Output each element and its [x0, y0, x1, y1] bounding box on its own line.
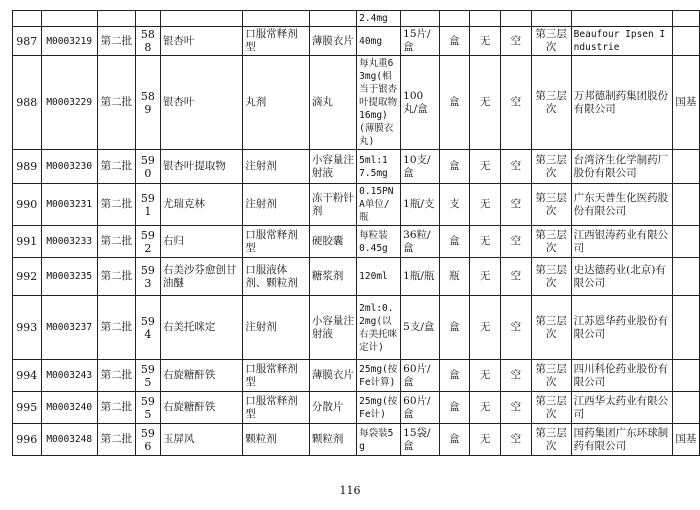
row-number-cell: 990 [13, 184, 42, 226]
column-none-cell: 无 [470, 56, 501, 150]
table-row [13, 392, 700, 424]
level-cell: 第三层次 [531, 258, 571, 296]
table-row [13, 258, 700, 296]
column-empty-cell: 空 [500, 258, 531, 296]
drug-name-cell: 右旋糖酐铁 [160, 392, 242, 424]
batch-cell: 第二批 [97, 226, 135, 258]
company-cell: 史达德药业(北京)有限公司 [571, 258, 672, 296]
drug-name-cell: 尤瑞克林 [160, 184, 242, 226]
batch-cell: 第二批 [97, 27, 135, 56]
packaging-cell: 100丸/盒 [401, 56, 439, 150]
batch-cell: 第二批 [97, 184, 135, 226]
row-number-cell: 991 [13, 226, 42, 258]
sequence-cell: 588 [135, 27, 160, 56]
column-empty-cell: 空 [500, 424, 531, 456]
drug-code-cell: M0003219 [41, 27, 97, 56]
level-cell: 第三层次 [531, 392, 571, 424]
drug-code-cell: M0003231 [41, 184, 97, 226]
table-row [13, 296, 700, 360]
column-empty-cell: 空 [500, 184, 531, 226]
table-row [13, 184, 700, 226]
company-cell: 台湾济生化学制药厂股份有限公司 [571, 150, 672, 184]
tag-cell [672, 392, 699, 424]
dosage-form-cell: 注射剂 [243, 184, 310, 226]
unit-cell: 盒 [439, 56, 470, 150]
column-none-cell: 无 [470, 258, 501, 296]
drug-name-cell: 右美托咪定 [160, 296, 242, 360]
tag-cell [672, 27, 699, 56]
column-empty-cell: 空 [500, 150, 531, 184]
drug-name-cell: 玉屏风 [160, 424, 242, 456]
column-none-cell: 无 [470, 392, 501, 424]
row-number-cell: 993 [13, 296, 42, 360]
table-row [13, 226, 700, 258]
company-cell: 江西华太药业有限公司 [571, 392, 672, 424]
table-row [13, 150, 700, 184]
drug-name-cell: 右归 [160, 226, 242, 258]
dosage-form-cell: 口服液体剂、颗粒剂 [243, 258, 310, 296]
packaging-cell: 15袋/盒 [401, 424, 439, 456]
dosage-form-cell: 注射剂 [243, 150, 310, 184]
drug-code-cell: M0003229 [41, 56, 97, 150]
tag-cell [672, 150, 699, 184]
batch-cell: 第二批 [97, 258, 135, 296]
tag-cell [672, 258, 699, 296]
tag-cell: 国基 [672, 424, 699, 456]
dosage-form-cell: 丸剂 [243, 56, 310, 150]
level-cell: 第三层次 [531, 360, 571, 392]
drug-name-cell: 银杏叶 [160, 56, 242, 150]
level-cell: 第三层次 [531, 296, 571, 360]
sequence-cell: 589 [135, 56, 160, 150]
dose-type-cell: 颗粒剂 [309, 424, 356, 456]
drug-name-cell: 银杏叶 [160, 27, 242, 56]
sequence-cell: 590 [135, 150, 160, 184]
column-empty-cell: 空 [500, 296, 531, 360]
specification-cell: 每丸重63mg(相当于银杏叶提取物16mg)(薄膜衣丸) [357, 56, 401, 150]
table-row [13, 424, 700, 456]
drug-code-cell: M0003235 [41, 258, 97, 296]
packaging-cell: 10支/盒 [401, 150, 439, 184]
drug-code-cell: M0003230 [41, 150, 97, 184]
unit-cell: 盒 [439, 392, 470, 424]
unit-cell: 盒 [439, 296, 470, 360]
company-cell: 江西银涛药业有限公司 [571, 226, 672, 258]
dose-type-cell: 薄膜衣片 [309, 360, 356, 392]
packaging-cell: 15片/盒 [401, 27, 439, 56]
dose-type-cell: 硬胶囊 [309, 226, 356, 258]
packaging-cell: 60片/盒 [401, 392, 439, 424]
batch-cell: 第二批 [97, 424, 135, 456]
table-row-continuation [13, 11, 700, 27]
batch-cell: 第二批 [97, 150, 135, 184]
drug-code-cell: M0003233 [41, 226, 97, 258]
sequence-cell: 595 [135, 392, 160, 424]
tag-cell [672, 184, 699, 226]
specification-cell: 每粒装0.45g [357, 226, 401, 258]
tag-cell [672, 296, 699, 360]
table-row [13, 56, 700, 150]
unit-cell: 支 [439, 184, 470, 226]
company-cell: 广东天普生化医药股份有限公司 [571, 184, 672, 226]
row-number-cell: 988 [13, 56, 42, 150]
drug-name-cell: 右美沙芬愈创甘油醚 [160, 258, 242, 296]
specification-cell: 2ml:0.2mg(以右美托咪定计) [357, 296, 401, 360]
specification-cell: 0.15PNA单位/瓶 [357, 184, 401, 226]
table-row [13, 360, 700, 392]
drug-catalog-table [12, 10, 700, 456]
tag-cell: 国基 [672, 56, 699, 150]
packaging-cell: 1瓶/支 [401, 184, 439, 226]
unit-cell: 瓶 [439, 258, 470, 296]
level-cell: 第三层次 [531, 424, 571, 456]
tag-cell [672, 226, 699, 258]
dose-type-cell: 小容量注射液 [309, 150, 356, 184]
company-cell: 四川科伦药业股份有限公司 [571, 360, 672, 392]
company-cell: Beaufour Ipsen Industrie [571, 27, 672, 56]
column-none-cell: 无 [470, 226, 501, 258]
page-number: 116 [339, 484, 361, 497]
dose-type-cell: 滴丸 [309, 56, 356, 150]
dose-type-cell: 冻干粉针剂 [309, 184, 356, 226]
batch-cell: 第二批 [97, 360, 135, 392]
row-number-cell: 995 [13, 392, 42, 424]
packaging-cell: 1瓶/瓶 [401, 258, 439, 296]
row-number-cell: 989 [13, 150, 42, 184]
drug-code-cell: M0003248 [41, 424, 97, 456]
column-none-cell: 无 [470, 360, 501, 392]
sequence-cell: 596 [135, 424, 160, 456]
company-cell: 万邦德制药集团股份有限公司 [571, 56, 672, 150]
tag-cell [672, 360, 699, 392]
specification-cell: 25mg(按Fe计) [357, 392, 401, 424]
dosage-form-cell: 口服常释剂型 [243, 226, 310, 258]
specification-cell: 40mg [357, 27, 401, 56]
sequence-cell: 592 [135, 226, 160, 258]
specification-cell: 5ml:17.5mg [357, 150, 401, 184]
level-cell: 第三层次 [531, 150, 571, 184]
specification-cell: 每袋装5g [357, 424, 401, 456]
unit-cell: 盒 [439, 150, 470, 184]
dose-type-cell: 薄膜衣片 [309, 27, 356, 56]
sequence-cell: 593 [135, 258, 160, 296]
level-cell: 第三层次 [531, 56, 571, 150]
column-empty-cell: 空 [500, 56, 531, 150]
drug-code-cell: M0003237 [41, 296, 97, 360]
dose-type-cell: 分散片 [309, 392, 356, 424]
column-empty-cell: 空 [500, 392, 531, 424]
row-number-cell: 996 [13, 424, 42, 456]
dosage-form-cell: 口服常释剂型 [243, 360, 310, 392]
spec-cell: 2.4mg [357, 11, 401, 27]
column-none-cell: 无 [470, 424, 501, 456]
company-cell: 江苏恩华药业股份有限公司 [571, 296, 672, 360]
level-cell: 第三层次 [531, 226, 571, 258]
row-number-cell: 992 [13, 258, 42, 296]
column-none-cell: 无 [470, 27, 501, 56]
dose-type-cell: 糖浆剂 [309, 258, 356, 296]
batch-cell: 第二批 [97, 56, 135, 150]
row-number-cell: 994 [13, 360, 42, 392]
unit-cell: 盒 [439, 27, 470, 56]
drug-name-cell: 右旋糖酐铁 [160, 360, 242, 392]
level-cell: 第三层次 [531, 27, 571, 56]
column-empty-cell: 空 [500, 226, 531, 258]
column-empty-cell: 空 [500, 360, 531, 392]
drug-code-cell: M0003243 [41, 360, 97, 392]
packaging-cell: 36粒/盒 [401, 226, 439, 258]
sequence-cell: 591 [135, 184, 160, 226]
table-row [13, 27, 700, 56]
batch-cell: 第二批 [97, 392, 135, 424]
batch-cell: 第二批 [97, 296, 135, 360]
dosage-form-cell: 口服常释剂型 [243, 27, 310, 56]
company-cell: 国药集团广东环球制药有限公司 [571, 424, 672, 456]
unit-cell: 盒 [439, 360, 470, 392]
specification-cell: 120ml [357, 258, 401, 296]
sequence-cell: 594 [135, 296, 160, 360]
dose-type-cell: 小容量注射液 [309, 296, 356, 360]
column-none-cell: 无 [470, 150, 501, 184]
drug-name-cell: 银杏叶提取物 [160, 150, 242, 184]
column-none-cell: 无 [470, 296, 501, 360]
dosage-form-cell: 注射剂 [243, 296, 310, 360]
specification-cell: 25mg(按Fe计算) [357, 360, 401, 392]
dosage-form-cell: 颗粒剂 [243, 424, 310, 456]
column-none-cell: 无 [470, 184, 501, 226]
column-empty-cell: 空 [500, 27, 531, 56]
unit-cell: 盒 [439, 424, 470, 456]
drug-code-cell: M0003240 [41, 392, 97, 424]
sequence-cell: 595 [135, 360, 160, 392]
level-cell: 第三层次 [531, 184, 571, 226]
packaging-cell: 60片/盒 [401, 360, 439, 392]
dosage-form-cell: 口服常释剂型 [243, 392, 310, 424]
unit-cell: 盒 [439, 226, 470, 258]
row-number-cell: 987 [13, 27, 42, 56]
packaging-cell: 5支/盒 [401, 296, 439, 360]
